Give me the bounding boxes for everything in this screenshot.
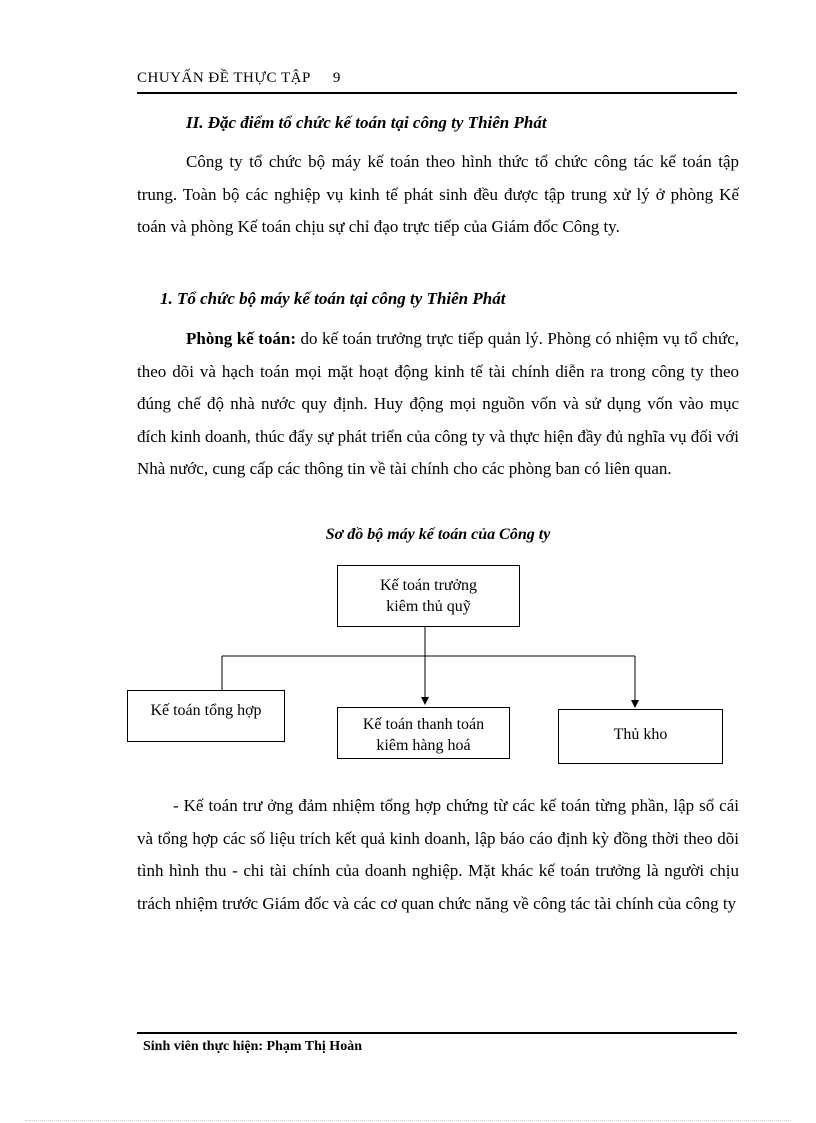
node-payment-line2: kiêm hàng hoá xyxy=(376,737,471,754)
node-root-line1: Kế toán trưởng xyxy=(379,577,478,594)
section-heading: II. Đặc điểm tổ chức kế toán tại công ty Thiên Phát xyxy=(186,113,547,132)
header-title: CHUYẤN ĐỀ THỰC TẬP xyxy=(137,70,311,86)
diagram-title: Sơ đồ bộ máy kế toán của Công ty xyxy=(325,526,551,543)
diagram-node-payment-accountant xyxy=(337,707,510,759)
footer-author: Sinh viên thực hiện: Phạm Thị Hoàn xyxy=(143,1039,362,1054)
dept-paragraph-text: do kế toán trưởng trực tiếp quản lý. Phòng có nhiệm vụ tổ chức, theo dõi và hạch toán mọi mặt hoạt động kinh tế tài chính diễn ra trong công ty theo đúng chế độ nhà nước quy định. Huy động mọi nguồn vốn và sử dụng vốn vào mục đích kinh doanh, thúc đẩy sự phát triển của công ty và thực hiện đầy đủ nghĩa vụ đối với Nhà nước, cung cấp các thông tin về tài chính cho các phòng ban có liên quan. xyxy=(137,329,740,478)
page-number: 9 xyxy=(332,70,341,86)
subsection-heading: 1. Tổ chức bộ máy kế toán tại công ty Thiên Phát xyxy=(160,289,506,308)
page-bottom-edge xyxy=(25,1120,791,1121)
node-payment-line1: Kế toán thanh toán xyxy=(362,716,485,733)
intro-paragraph: Công ty tổ chức bộ máy kế toán theo hình thức tổ chức công tác kế toán tập trung. Toàn bộ các nghiệp vụ kinh tế phát sinh đều được tập trung xử lý ở phòng Kế toán và phòng Kế toán chịu sự chỉ đạo trực tiếp của Giám đốc Công ty. xyxy=(137,152,739,236)
duty-paragraph: - Kế toán trư ởng đảm nhiệm tổng hợp chứng từ các kế toán từng phần, lập sổ cái và tổng hợp các số liệu trích kết quả kinh doanh, lập báo cáo định kỳ đồng thời theo dõi tình hình thu - chi tài chính của doanh nghiệp. Mặt khác kế toán trưởng là người chịu trách nhiệm trước Giám đốc và các cơ quan chức năng về công tác tài chính của công ty xyxy=(137,796,739,913)
node-general-line1: Kế toán tổng hợp xyxy=(150,702,262,719)
footer-divider xyxy=(137,1032,737,1034)
diagram-node-root xyxy=(337,565,520,627)
diagram-node-general-accountant xyxy=(127,690,285,742)
node-warehouse-line1: Thủ kho xyxy=(613,726,668,743)
node-root-line2: kiêm thủ quỹ xyxy=(386,598,471,615)
diagram-node-warehouse-keeper xyxy=(558,709,723,764)
dept-paragraph-lead: Phòng kế toán: xyxy=(186,329,297,348)
